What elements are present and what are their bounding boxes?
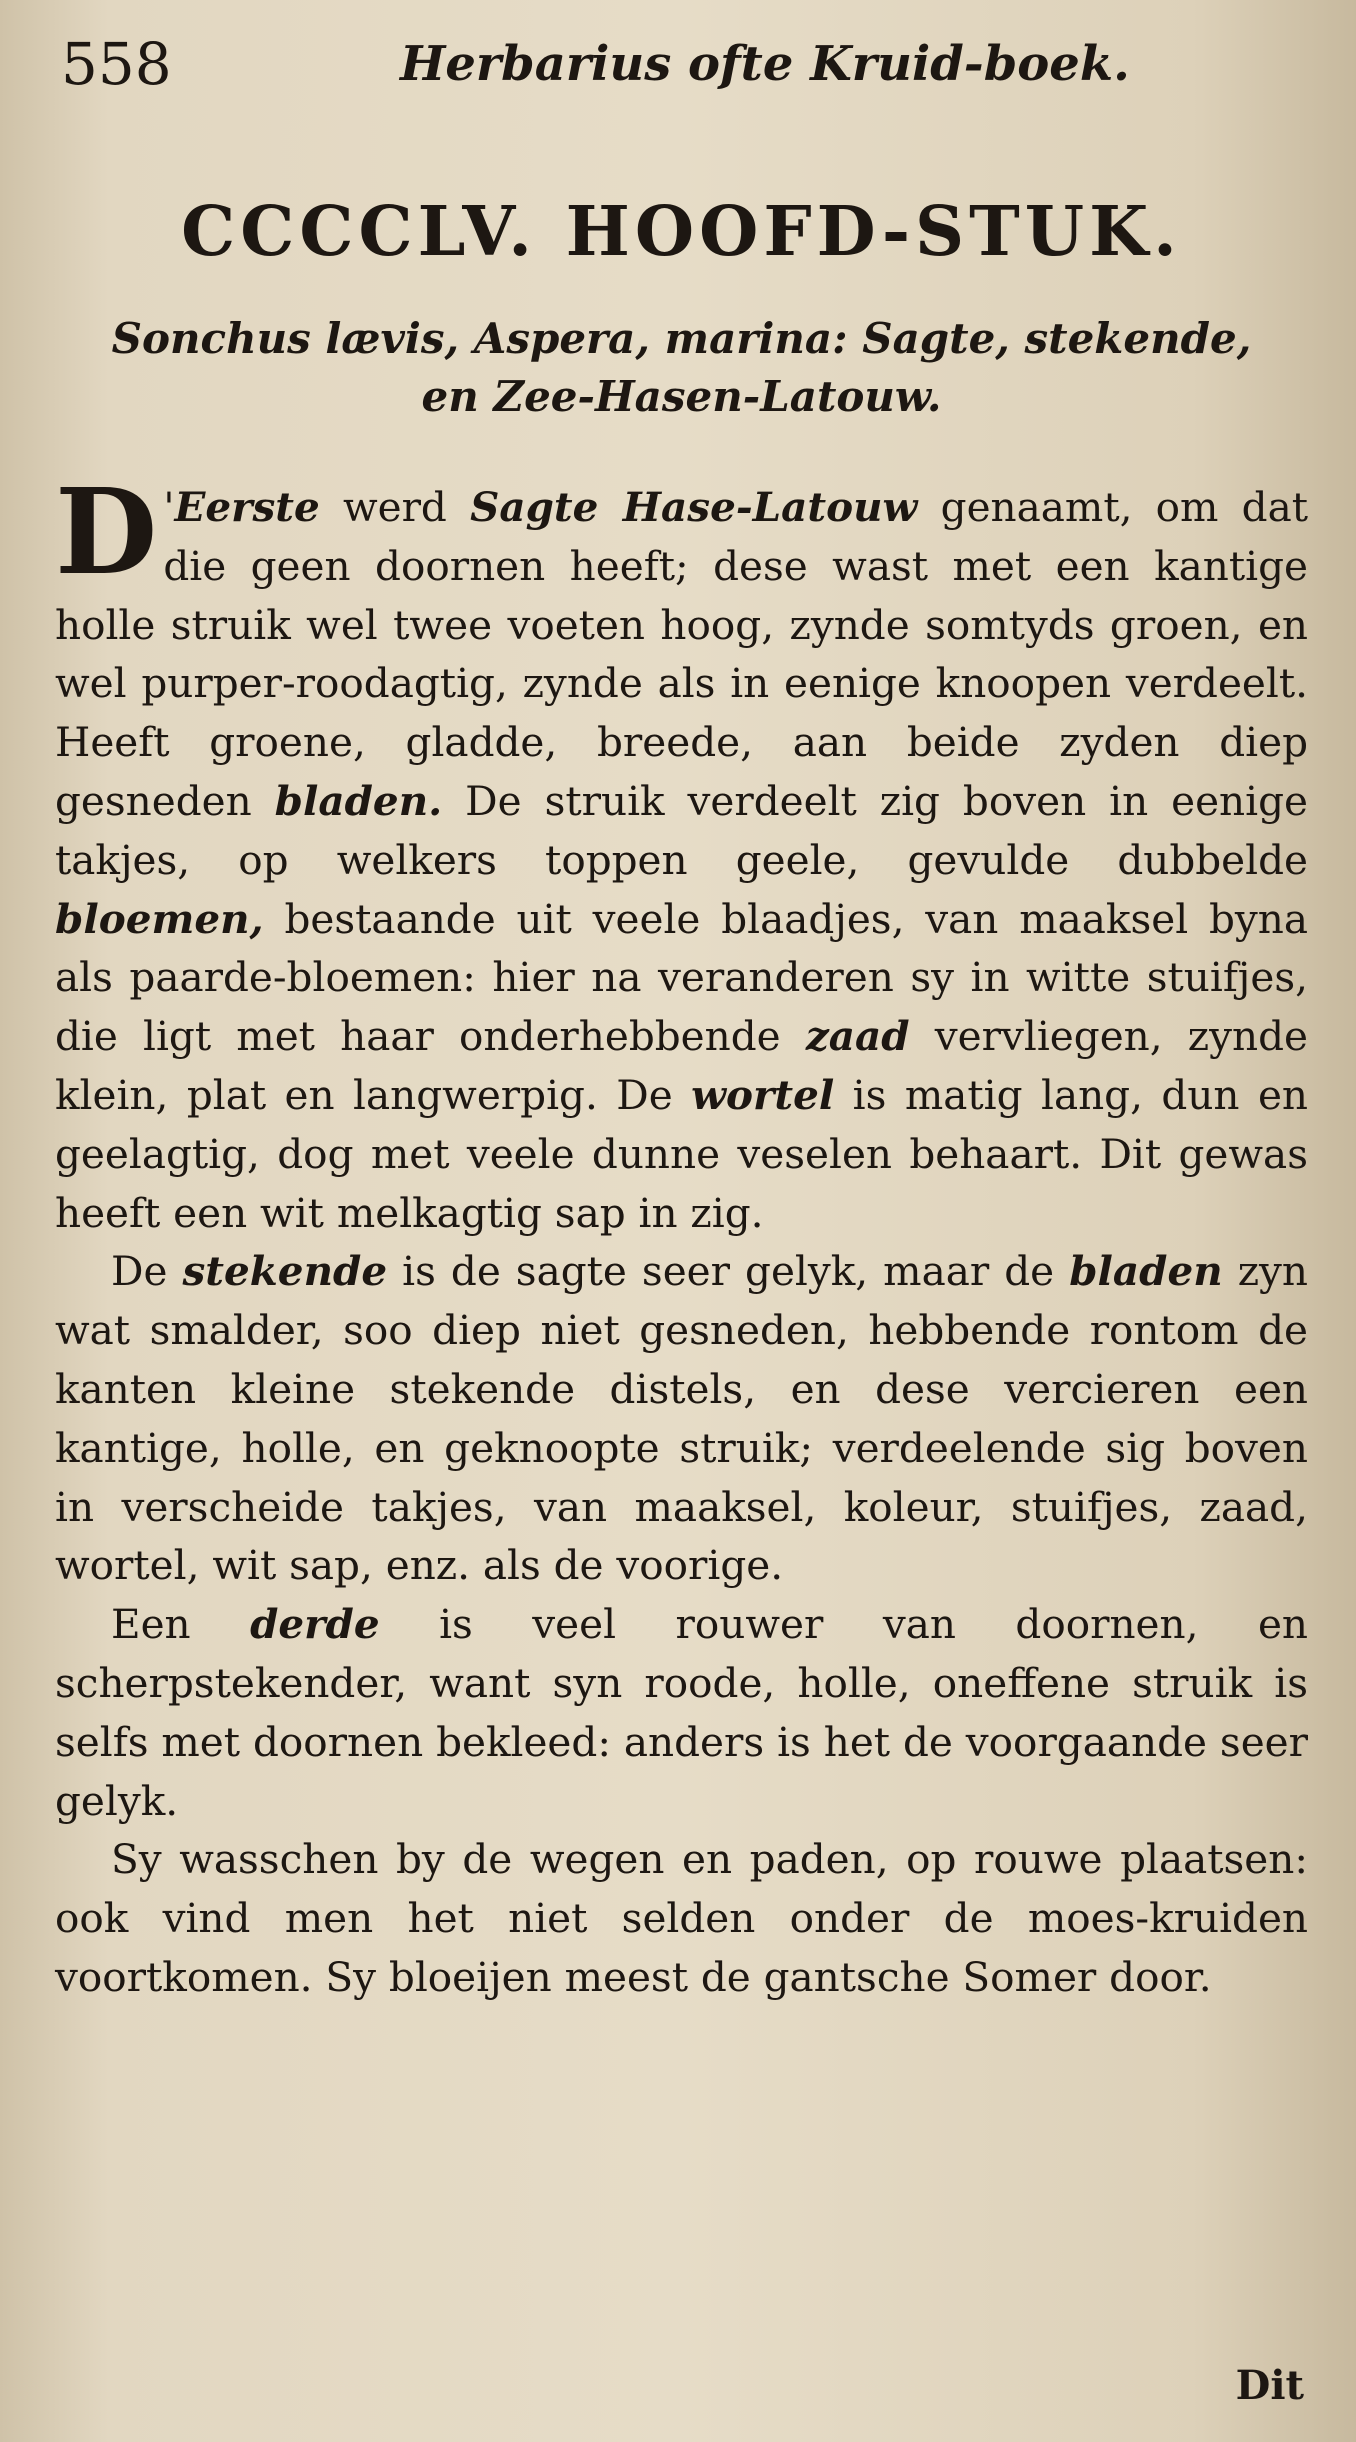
- text-run: De struik verdeelt zig boven in eenige takjes, op welkers toppen geele, gevulde dubbelde: [55, 776, 1308, 884]
- running-title: Herbarius ofte Kruid-boek.: [400, 36, 1130, 92]
- text-run: zyn wat smalder, soo diep niet gesneden, hebbende rontom de kanten kleine stekende distels, en dese vercieren een kantige, holle, en geknoopte struik; verdeelende sig boven in verscheide takjes, van maaksel, koleur, stuifjes, zaad, wortel, wit sap, enz. als de voorige.: [55, 1247, 1308, 1590]
- chapter-subtitle: [55, 310, 1308, 426]
- text-run: genaamt, om dat die geen doornen heeft; dese wast met een kantige holle struik wel twee voeten hoog, zynde somtyds groen, en wel purper-roodagtig, zynde als in eenige knoopen verdeelt. Heeft groene, gladde, breede, aan beide zyden diep gesneden: [55, 483, 1309, 825]
- text-run: Een: [111, 1600, 251, 1649]
- subtitle-line: en Zee-Hasen-Latouw.: [421, 372, 942, 421]
- italic-run: bloemen,: [55, 894, 264, 943]
- italic-run: bladen: [1069, 1247, 1223, 1296]
- italic-run: Eerste: [174, 483, 320, 531]
- body-text: [55, 462, 1309, 2007]
- page-number: 558: [61, 30, 172, 98]
- subtitle-line: Sonchus lævis, Aspera, marina: Sagte, stekende,: [111, 314, 1252, 363]
- chapter-heading: CCCCLV. HOOFD-STUK.: [181, 192, 1182, 272]
- text-run: is veel rouwer van doornen, en scherpstekender, want syn roode, holle, oneffene struik is selfs met doornen bekleed: anders is het de voorgaande seer gelyk.: [55, 1600, 1308, 1825]
- drop-cap: D: [55, 462, 158, 601]
- paragraph: [55, 1595, 1308, 1830]
- italic-run: bladen.: [274, 776, 443, 825]
- text-run: bestaande uit veele blaadjes, van maaksel byna als paarde-bloemen: hier na veranderen sy in witte stuifjes, die ligt met haar onderhebbende: [55, 894, 1308, 1061]
- text-run: Sy wasschen by de wegen en paden, op rouwe plaatsen: ook vind men het niet selden onder de moes-kruiden voortkomen. Sy bloeijen meest de gantsche Somer door.: [55, 1835, 1308, 2001]
- paragraph: [55, 1242, 1308, 1595]
- paragraph: [55, 462, 1309, 1242]
- italic-run: derde: [250, 1600, 380, 1649]
- italic-run: zaad: [805, 1012, 910, 1061]
- italic-run: stekende: [182, 1247, 388, 1296]
- text-run: vervliegen, zynde klein, plat en langwerpig. De: [55, 1012, 1308, 1119]
- running-head: [55, 30, 1308, 110]
- paragraph: [55, 1830, 1308, 2006]
- text-run: is de sagte seer gelyk, maar de: [387, 1247, 1070, 1296]
- text-run: werd: [319, 483, 471, 531]
- catchword: Dit: [1235, 2362, 1304, 2409]
- text-run: ': [163, 483, 175, 531]
- text-run: is matig lang, dun en geelagtig, dog met veele dunne veselen behaart. Dit gewas heeft een wit melkagtig sap in zig.: [55, 1070, 1309, 1237]
- text-run: De: [111, 1247, 183, 1296]
- italic-run: Sagte Hase-Latouw: [470, 483, 918, 531]
- italic-run: wortel: [691, 1070, 835, 1119]
